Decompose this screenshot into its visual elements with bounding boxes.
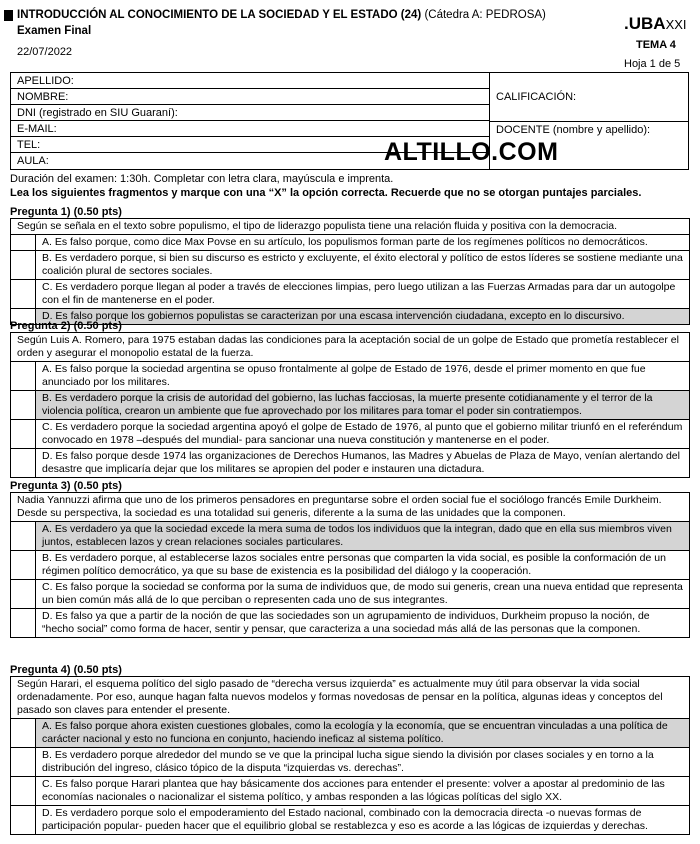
header-bullet [4, 10, 13, 21]
option-d[interactable] [11, 609, 689, 637]
option-text: B. Es verdadero porque, al establecerse lazos sociales entre personas que comparten la vida social, es posible la conformación de un régimen político democrático, ya que su base de existencia es la posibilidad del diálogo y la cooperación. [42, 552, 666, 577]
answer-checkbox[interactable] [11, 391, 36, 419]
option-b[interactable] [11, 251, 689, 280]
exam-date: 22/07/2022 [17, 46, 73, 58]
uba-xxi-logo: .UBAXXI [624, 14, 687, 33]
question-stem: Según Harari, el esquema político del siglo pasado de “derecha versus izquierda” es actualmente muy útil para observar la vida social ordenadamente. Por eso, aunque hagan falta nuevos modelos y formas novedosas de pensar en la política, algunas ideas y conceptos del pasado son claves para entender el presente. [11, 677, 689, 719]
exam-duration: Duración del examen: 1:30h. Completar con letra clara, mayúscula e imprenta. [10, 173, 394, 185]
question-label: Pregunta 1) (0.50 pts) [10, 206, 122, 218]
option-a[interactable] [11, 522, 689, 551]
course-title: INTRODUCCIÓN AL CONOCIMIENTO DE LA SOCIEDAD Y EL ESTADO (24) (Cátedra A: PEDROSA) [17, 9, 546, 21]
student-info-table [10, 72, 689, 170]
watermark: ALTILLO.COM [384, 138, 559, 166]
question-4 [10, 664, 690, 835]
answer-checkbox[interactable] [11, 362, 36, 390]
option-text: D. Es falso porque los gobiernos populistas se caracterizan por una escasa intervención ciudadana, excepto en lo discursivo. [36, 309, 689, 324]
option-text: D. Es falso porque desde 1974 las organizaciones de Derechos Humanos, las Madres y Abuelas de Plaza de Mayo, venían alertando del desastre que implicaría dejar que los militares se apropien del poder e instauren una dictadura. [42, 450, 680, 475]
field-aula: AULA: [17, 155, 49, 167]
field-apellido: APELLIDO: [11, 73, 489, 89]
option-d[interactable] [11, 449, 689, 477]
field-dni: DNI (registrado en SIU Guaraní): [11, 105, 489, 121]
answer-checkbox[interactable] [11, 251, 36, 279]
question-box [10, 676, 690, 835]
page-counter: Hoja 1 de 5 [624, 58, 681, 70]
field-tel: TEL: [11, 137, 489, 153]
option-b[interactable] [11, 391, 689, 420]
option-text: D. Es falso ya que a partir de la noción de que las sociedades son un agrupamiento de individuos, Durkheim propuso la noción, de “hecho social” como forma de hacer, sentir y pensar, que caracteriza a una sociedad más allá de las personas que la componen. [42, 610, 650, 635]
option-a[interactable] [11, 719, 689, 748]
divider [490, 121, 688, 122]
option-text: D. Es verdadero porque solo el empoderamiento del Estado nacional, combinado con la democracia directa -o nuevas formas de participación popular- pueden hacer que el equilibrio global se restablezca y eso es acorde a las lógicas de izquierdas y derechas. [42, 807, 648, 832]
option-text: C. Es verdadero porque llegan al poder a través de elecciones limpias, pero luego utilizan a las Fuerzas Armadas para dar un autogolpe con el fin de mantenerse en el poder. [42, 281, 676, 306]
field-calificacion: CALIFICACIÓN: [496, 91, 577, 103]
option-text: B. Es verdadero porque, si bien su discurso es estricto y excluyente, el éxito electoral y político de estos líderes se sostiene mediante una coalición plural de sectores sociales. [42, 252, 683, 277]
question-1 [10, 206, 690, 325]
option-text: B. Es verdadero porque la crisis de autoridad del gobierno, las luchas facciosas, la muerte presente cotidianamente y el terror de la violencia política, crearon un ambiente que fue aprovechado por los militares para tomar el poder sin contratiempos. [36, 391, 689, 419]
option-text: A. Es falso porque ahora existen cuestiones globales, como la ecología y la economía, que se encuentran vinculadas a una política de carácter nacional y esto no funciona en conjunto, haciendo ineficaz al sistema político. [36, 719, 689, 747]
answer-checkbox[interactable] [11, 609, 36, 637]
option-c[interactable] [11, 420, 689, 449]
option-c[interactable] [11, 280, 689, 309]
option-a[interactable] [11, 362, 689, 391]
option-a[interactable] [11, 235, 689, 251]
answer-checkbox[interactable] [11, 806, 36, 834]
option-text: C. Es verdadero porque la sociedad argentina apoyó el golpe de Estado de 1976, al punto que el gobierno militar triunfó en el referéndum convocado en 1978 –después del mundial- para sancionar una nueva constitución y mantenerse en el poder. [42, 421, 683, 446]
field-email: E-MAIL: [11, 121, 489, 137]
question-3 [10, 480, 690, 638]
question-label: Pregunta 2) (0.50 pts) [10, 320, 122, 332]
question-label: Pregunta 3) (0.50 pts) [10, 480, 122, 492]
question-label: Pregunta 4) (0.50 pts) [10, 664, 122, 676]
question-stem: Según Luis A. Romero, para 1975 estaban dadas las condiciones para la aceptación social de un golpe de Estado que prometía restablecer el orden y asegurar el monopolio estatal de la fuerza. [11, 333, 689, 362]
option-text: A. Es verdadero ya que la sociedad excede la mera suma de todos los individuos que la integran, dado que en ella sus miembros viven juntos, establecen lazos y crean relaciones sociales particulares. [36, 522, 689, 550]
question-box [10, 218, 690, 325]
option-text: C. Es falso porque la sociedad se conforma por la suma de individuos que, de modo sui generis, crean una nueva entidad que representa un bien común más allá de lo que perciban o representen cada uno de sus integrantes. [42, 581, 683, 606]
option-text: C. Es falso porque Harari plantea que hay básicamente dos acciones para entender el presente: volver a apostar al predominio de las economías nacionales o nacionalizar el sistema político, y ambas responden a las lógicas políticas del siglo XX. [42, 778, 665, 803]
tema-label: TEMA 4 [636, 39, 676, 51]
answer-checkbox[interactable] [11, 449, 36, 477]
option-c[interactable] [11, 580, 689, 609]
answer-checkbox[interactable] [11, 719, 36, 747]
question-box [10, 492, 690, 638]
option-text: A. Es falso porque la sociedad argentina se opuso frontalmente al golpe de Estado de 1976, desde el primer momento en que fue anunciado por los militares. [42, 363, 646, 388]
answer-checkbox[interactable] [11, 522, 36, 550]
field-nombre: NOMBRE: [11, 89, 489, 105]
question-stem: Nadia Yannuzzi afirma que uno de los primeros pensadores en preguntarse sobre el orden social fue el sociólogo francés Emile Durkheim. Desde su perspectiva, la sociedad es una totalidad sui generis, diferente a la suma de las unidades que la componen. [11, 493, 689, 522]
option-c[interactable] [11, 777, 689, 806]
answer-checkbox[interactable] [11, 551, 36, 579]
answer-checkbox[interactable] [11, 748, 36, 776]
question-stem: Según se señala en el texto sobre populismo, el tipo de liderazgo populista tiene una relación fluida y positiva con la democracia. [11, 219, 689, 235]
answer-checkbox[interactable] [11, 235, 36, 250]
answer-checkbox[interactable] [11, 777, 36, 805]
answer-checkbox[interactable] [11, 420, 36, 448]
option-b[interactable] [11, 551, 689, 580]
option-text: B. Es verdadero porque alrededor del mundo se ve que la principal lucha sigue siendo la división por clases sociales y en torno a la distribución del ingreso, clásico tópico de la disputa “izquierdas vs. derechas”. [42, 749, 654, 774]
question-2 [10, 320, 690, 478]
exam-type: Examen Final [17, 25, 92, 37]
option-text: A. Es falso porque, como dice Max Povse en su artículo, los populismos forman parte de los regímenes políticos no democráticos. [42, 236, 648, 248]
question-box [10, 332, 690, 478]
field-docente: DOCENTE (nombre y apellido): [496, 124, 651, 136]
option-d[interactable] [11, 806, 689, 834]
exam-instructions: Lea los siguientes fragmentos y marque con una “X” la opción correcta. Recuerde que no se otorgan puntajes parciales. [10, 187, 642, 199]
answer-checkbox[interactable] [11, 280, 36, 308]
answer-checkbox[interactable] [11, 580, 36, 608]
option-b[interactable] [11, 748, 689, 777]
